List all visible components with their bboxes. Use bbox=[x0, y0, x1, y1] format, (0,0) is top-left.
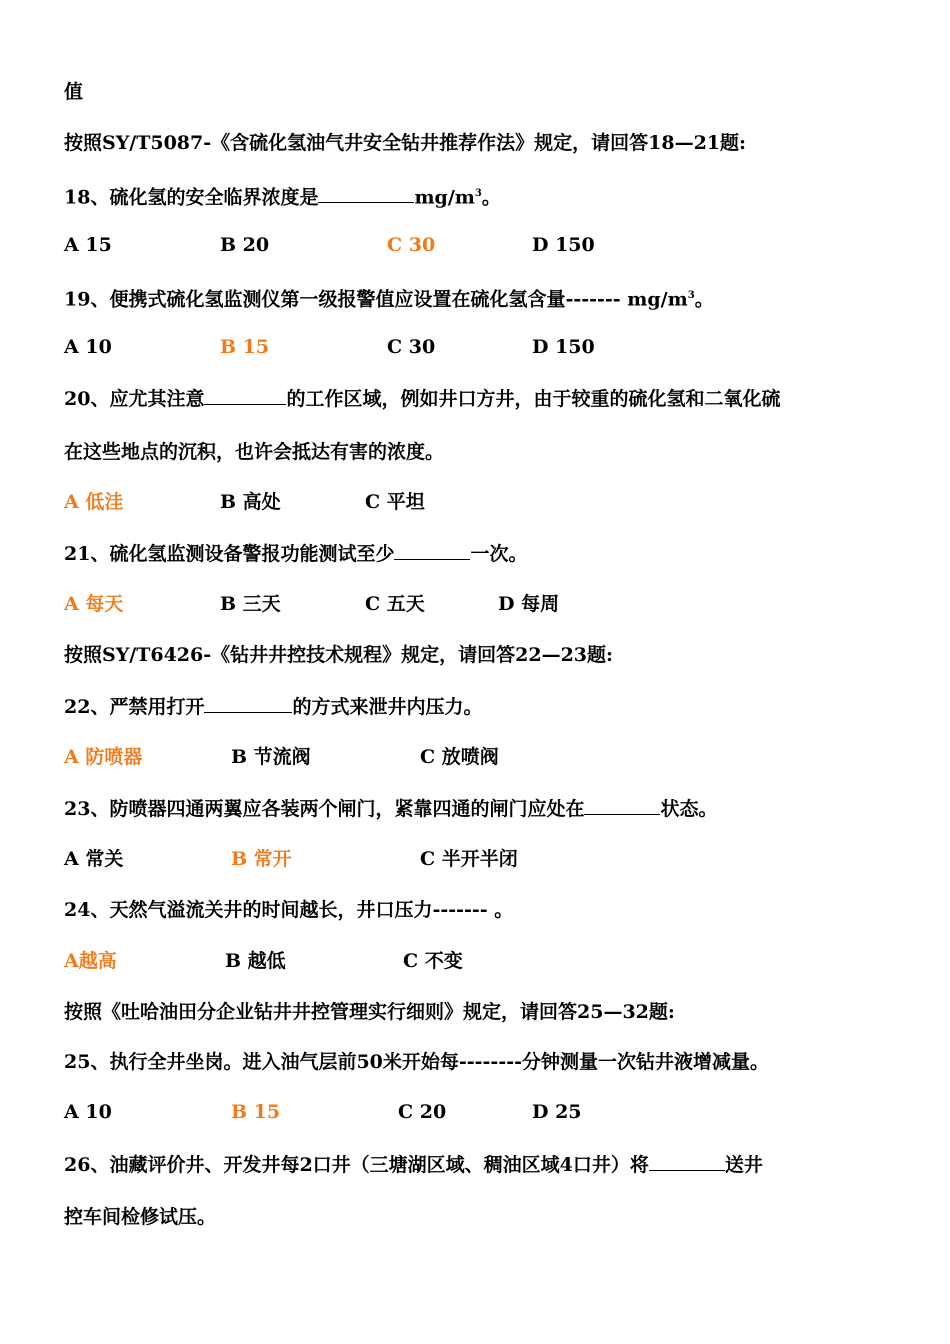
option-18-b: B 20 bbox=[220, 234, 270, 256]
option-24-b: B 越低 bbox=[225, 950, 286, 972]
question-24: 24、天然气溢流关井的时间越长，井口压力------- 。 bbox=[64, 899, 514, 921]
option-20-c: C 平坦 bbox=[365, 491, 425, 513]
section-intro-sy-t6426: 按照SY/T6426-《钻井井控技术规程》规定，请回答22—23题: bbox=[64, 644, 614, 666]
question-25: 25、执行全井坐岗。进入油气层前50米开始每--------分钟测量一次钻井液增减量。 bbox=[64, 1051, 769, 1073]
option-25-b-answer: B 15 bbox=[231, 1101, 281, 1123]
option-23-b-answer: B 常开 bbox=[231, 848, 292, 870]
option-18-a: A 15 bbox=[64, 234, 112, 256]
option-24-a-answer: A越高 bbox=[64, 950, 117, 972]
option-22-c: C 放喷阀 bbox=[420, 746, 499, 768]
section-intro-sy-t5087: 按照SY/T5087-《含硫化氢油气井安全钻井推荐作法》规定，请回答18—21题: bbox=[64, 132, 747, 154]
question-26-continued: 控车间检修试压。 bbox=[64, 1206, 217, 1228]
option-23-c: C 半开半闭 bbox=[420, 848, 518, 870]
option-19-c: C 30 bbox=[387, 336, 436, 358]
option-19-a: A 10 bbox=[64, 336, 112, 358]
option-18-d: D 150 bbox=[532, 234, 595, 256]
option-24-c: C 不变 bbox=[403, 950, 463, 972]
option-19-b-answer: B 15 bbox=[220, 336, 270, 358]
option-21-a-answer: A 每天 bbox=[64, 593, 124, 615]
question-23: 23、防喷器四通两翼应各装两个闸门，紧靠四通的闸门应处在 状态。 bbox=[64, 798, 718, 820]
answer-blank bbox=[584, 796, 660, 815]
option-21-d: D 每周 bbox=[498, 593, 560, 615]
option-21-b: B 三天 bbox=[220, 593, 281, 615]
answer-blank bbox=[204, 694, 292, 713]
text-line-continuation: 值 bbox=[64, 81, 84, 103]
question-22: 22、严禁用打开 的方式来泄井内压力。 bbox=[64, 696, 483, 718]
option-25-a: A 10 bbox=[64, 1101, 112, 1123]
question-26: 26、油藏评价井、开发井每2口井（三塘湖区域、稠油区域4口井）将 送井 bbox=[64, 1154, 763, 1176]
question-21: 21、硫化氢监测设备警报功能测试至少 一次。 bbox=[64, 543, 528, 565]
option-18-c-answer: C 30 bbox=[387, 234, 436, 256]
question-18: 18、硫化氢的安全临界浓度是 $mg/m^3$。 bbox=[64, 186, 501, 209]
option-22-a-answer: A 防喷器 bbox=[64, 746, 143, 768]
option-23-a: A 常关 bbox=[64, 848, 124, 870]
option-20-b: B 高处 bbox=[220, 491, 281, 513]
option-20-a-answer: A 低洼 bbox=[64, 491, 124, 513]
answer-blank bbox=[318, 184, 414, 203]
option-25-d: D 25 bbox=[532, 1101, 582, 1123]
option-19-d: D 150 bbox=[532, 336, 595, 358]
question-20-continued: 在这些地点的沉积，也许会抵达有害的浓度。 bbox=[64, 441, 445, 463]
option-22-b: B 节流阀 bbox=[231, 746, 311, 768]
question-19: 19、便携式硫化氢监测仪第一级报警值应设置在硫化氢含量------- $mg/m^3$。 bbox=[64, 288, 714, 311]
section-intro-tuha-rules: 按照《吐哈油田分企业钻井井控管理实行细则》规定，请回答25—32题: bbox=[64, 1001, 675, 1023]
answer-blank bbox=[394, 541, 470, 560]
option-25-c: C 20 bbox=[398, 1101, 447, 1123]
question-20: 20、应尤其注意 的工作区域，例如井口方井，由于较重的硫化氢和二氧化硫 bbox=[64, 388, 781, 410]
answer-blank bbox=[649, 1152, 725, 1171]
option-21-c: C 五天 bbox=[365, 593, 425, 615]
answer-blank bbox=[204, 386, 286, 405]
